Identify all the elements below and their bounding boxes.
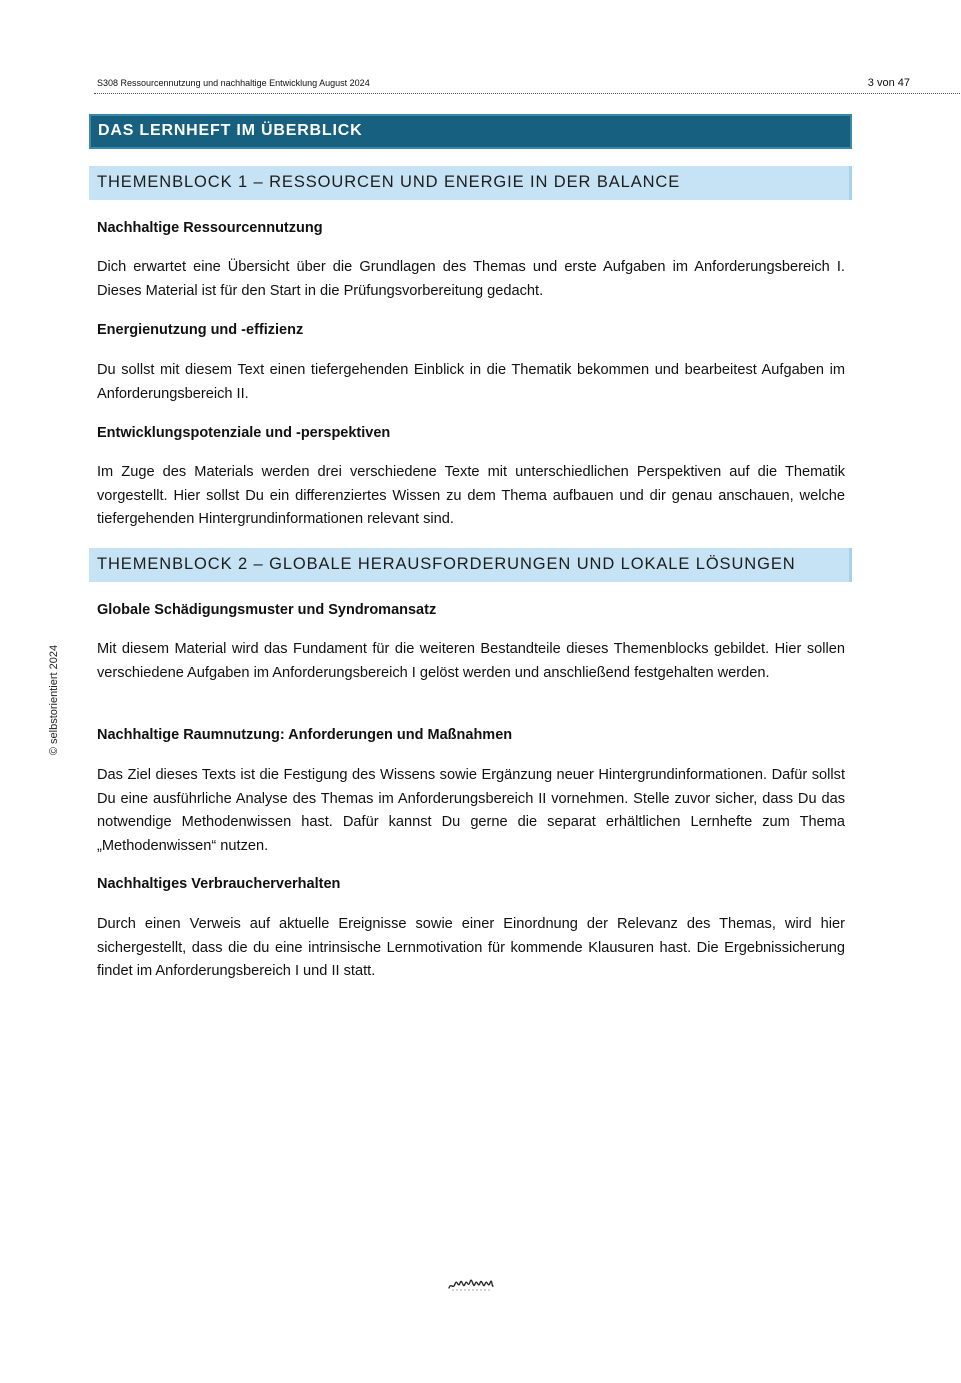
copyright-text: © selbstorientiert 2024 [48,644,60,756]
block2-section3-title: Nachhaltiges Verbraucherverhalten [97,876,341,892]
block1-heading: THEMENBLOCK 1 – RESSOURCEN UND ENERGIE IN DER BALANCE [97,173,681,191]
block1-section3-title: Entwicklungspotenziale und -perspektiven [97,425,391,441]
block2-section3-text: Durch einen Verweis auf aktuelle Ereignisse sowie einer Einordnung der Relevanz des Themas, wird hier sichergestellt, dass die du eine intrinsische Lernmotivation für kommende Klausuren hast. Die Ergebnissicherung findet im Anforderungsbereich I und II statt. [97,916,845,979]
page-header [94,76,960,94]
copyright-margin [24,640,84,760]
page-title: DAS LERNHEFT IM ÜBERBLICK [98,122,363,139]
block1-section1-text: Dich erwartet eine Übersicht über die Grundlagen des Themas und erste Aufgaben im Anforderungsbereich I. Dieses Material ist für den Start in die Prüfungsvorbereitung gedacht. [97,259,845,299]
block1-section2-text: Du sollst mit diesem Text einen tiefergehenden Einblick in die Thematik bekommen und bearbeitest Aufgaben im Anforderungsbereich II. [97,362,845,402]
block2-section1-text: Mit diesem Material wird das Fundament für die weiteren Bestandteile dieses Themenblocks gebildet. Hier sollen verschiedene Aufgaben im Anforderungsbereich I gelöst werden und anschließend festgehalten werden. [97,641,845,681]
block2-section2-title: Nachhaltige Raumnutzung: Anforderungen und Maßnahmen [97,727,513,743]
document-info: S308 Ressourcennutzung und nachhaltige Entwicklung August 2024 [97,78,370,88]
block1-section1-title: Nachhaltige Ressourcennutzung [97,220,323,236]
footer-logo [448,1278,494,1292]
block2-section2-text: Das Ziel dieses Texts ist die Festigung des Wissens sowie Ergänzung neuer Hintergrundinformationen. Dafür sollst Du eine ausführliche Analyse des Themas im Anforderungsbereich II vornehmen. Stelle zuvor sicher, dass Du das notwendige Methodenwissen hast. Dafür kannst Du gerne die separat erhältlichen Lernhefte zum Thema „Methodenwissen“ nutzen. [97,767,845,854]
page-number: 3 von 47 [867,77,910,89]
block2-heading-bar [89,548,852,582]
block1-section3-text: Im Zuge des Materials werden drei verschiedene Texte mit unterschiedlichen Perspektiven auf die Thematik vorgestellt. Hier sollst Du ein differenziertes Wissen zu dem Thema aufbauen und dir genau anschauen, welche tiefergehenden Hintergrundinformationen relevant sind. [97,464,845,527]
block1-section2-title: Energienutzung und -effizienz [97,322,304,338]
block1-heading-bar [89,166,852,200]
block2-heading: THEMENBLOCK 2 – GLOBALE HERAUSFORDERUNGEN UND LOKALE LÖSUNGEN [97,555,796,573]
overview-title-bar [89,114,852,149]
block2-section1-title: Globale Schädigungsmuster und Syndromansatz [97,602,437,618]
